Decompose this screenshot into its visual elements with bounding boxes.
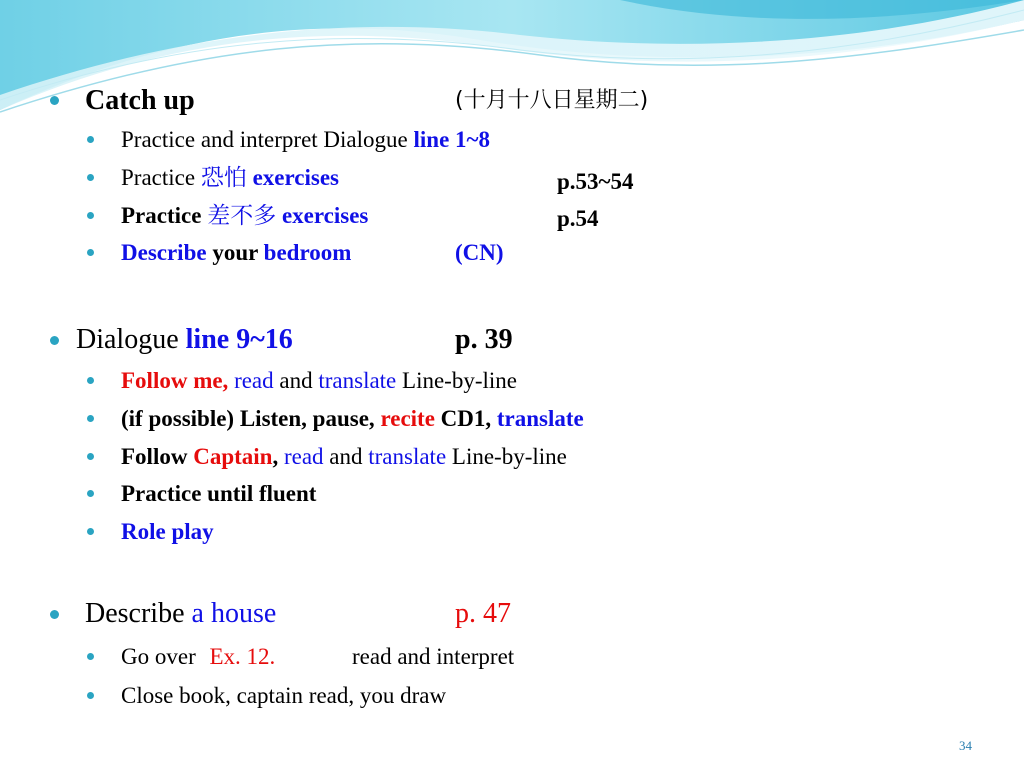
bullet-dot [87,490,94,497]
list-item: Practice 差不多 exercises [121,203,369,229]
list-item: Role play [121,519,214,544]
bullet-dot [87,453,94,460]
slide-number: 34 [959,738,972,753]
list-item: Practice until fluent [121,481,317,506]
list-item: Practice 恐怕 exercises [121,165,339,191]
list-item: (if possible) Listen, pause, recite CD1, translate [121,406,584,431]
list-item: Practice and interpret Dialogue line 1~8 [121,127,490,152]
page-ref: p. 39 [455,324,513,355]
bullet-dot [50,610,59,619]
date-label: (十月十八日星期二) [455,88,649,113]
cn-tag: (CN) [455,240,504,265]
bullet-dot [87,692,94,699]
list-item-note: read and interpret [352,644,515,669]
section-title-describe: Describe a house [85,598,277,629]
list-item: Close book, captain read, you draw [121,683,447,708]
list-item: Follow me, read and translate Line-by-line [121,368,517,393]
bullet-dot [87,212,94,219]
bullet-dot [87,174,94,181]
bullet-dot [87,136,94,143]
list-item: Go over Ex. 12. [121,644,276,669]
list-item: Follow Captain, read and translate Line-by-line [121,444,567,469]
bullet-dot [87,249,94,256]
bullet-dot [50,96,59,105]
bullet-dot [50,336,59,345]
page-ref: p. 47 [455,598,511,629]
section-title-dialogue: Dialogue line 9~16 [76,324,293,355]
bullet-dot [87,528,94,535]
bullet-dot [87,653,94,660]
bullet-dot [87,377,94,384]
section-title-catch-up: Catch up [85,85,195,116]
page-ref: p.54 [557,206,599,231]
bullet-dot [87,415,94,422]
list-item: Describe your bedroom [121,240,352,265]
page-ref: p.53~54 [557,169,634,194]
